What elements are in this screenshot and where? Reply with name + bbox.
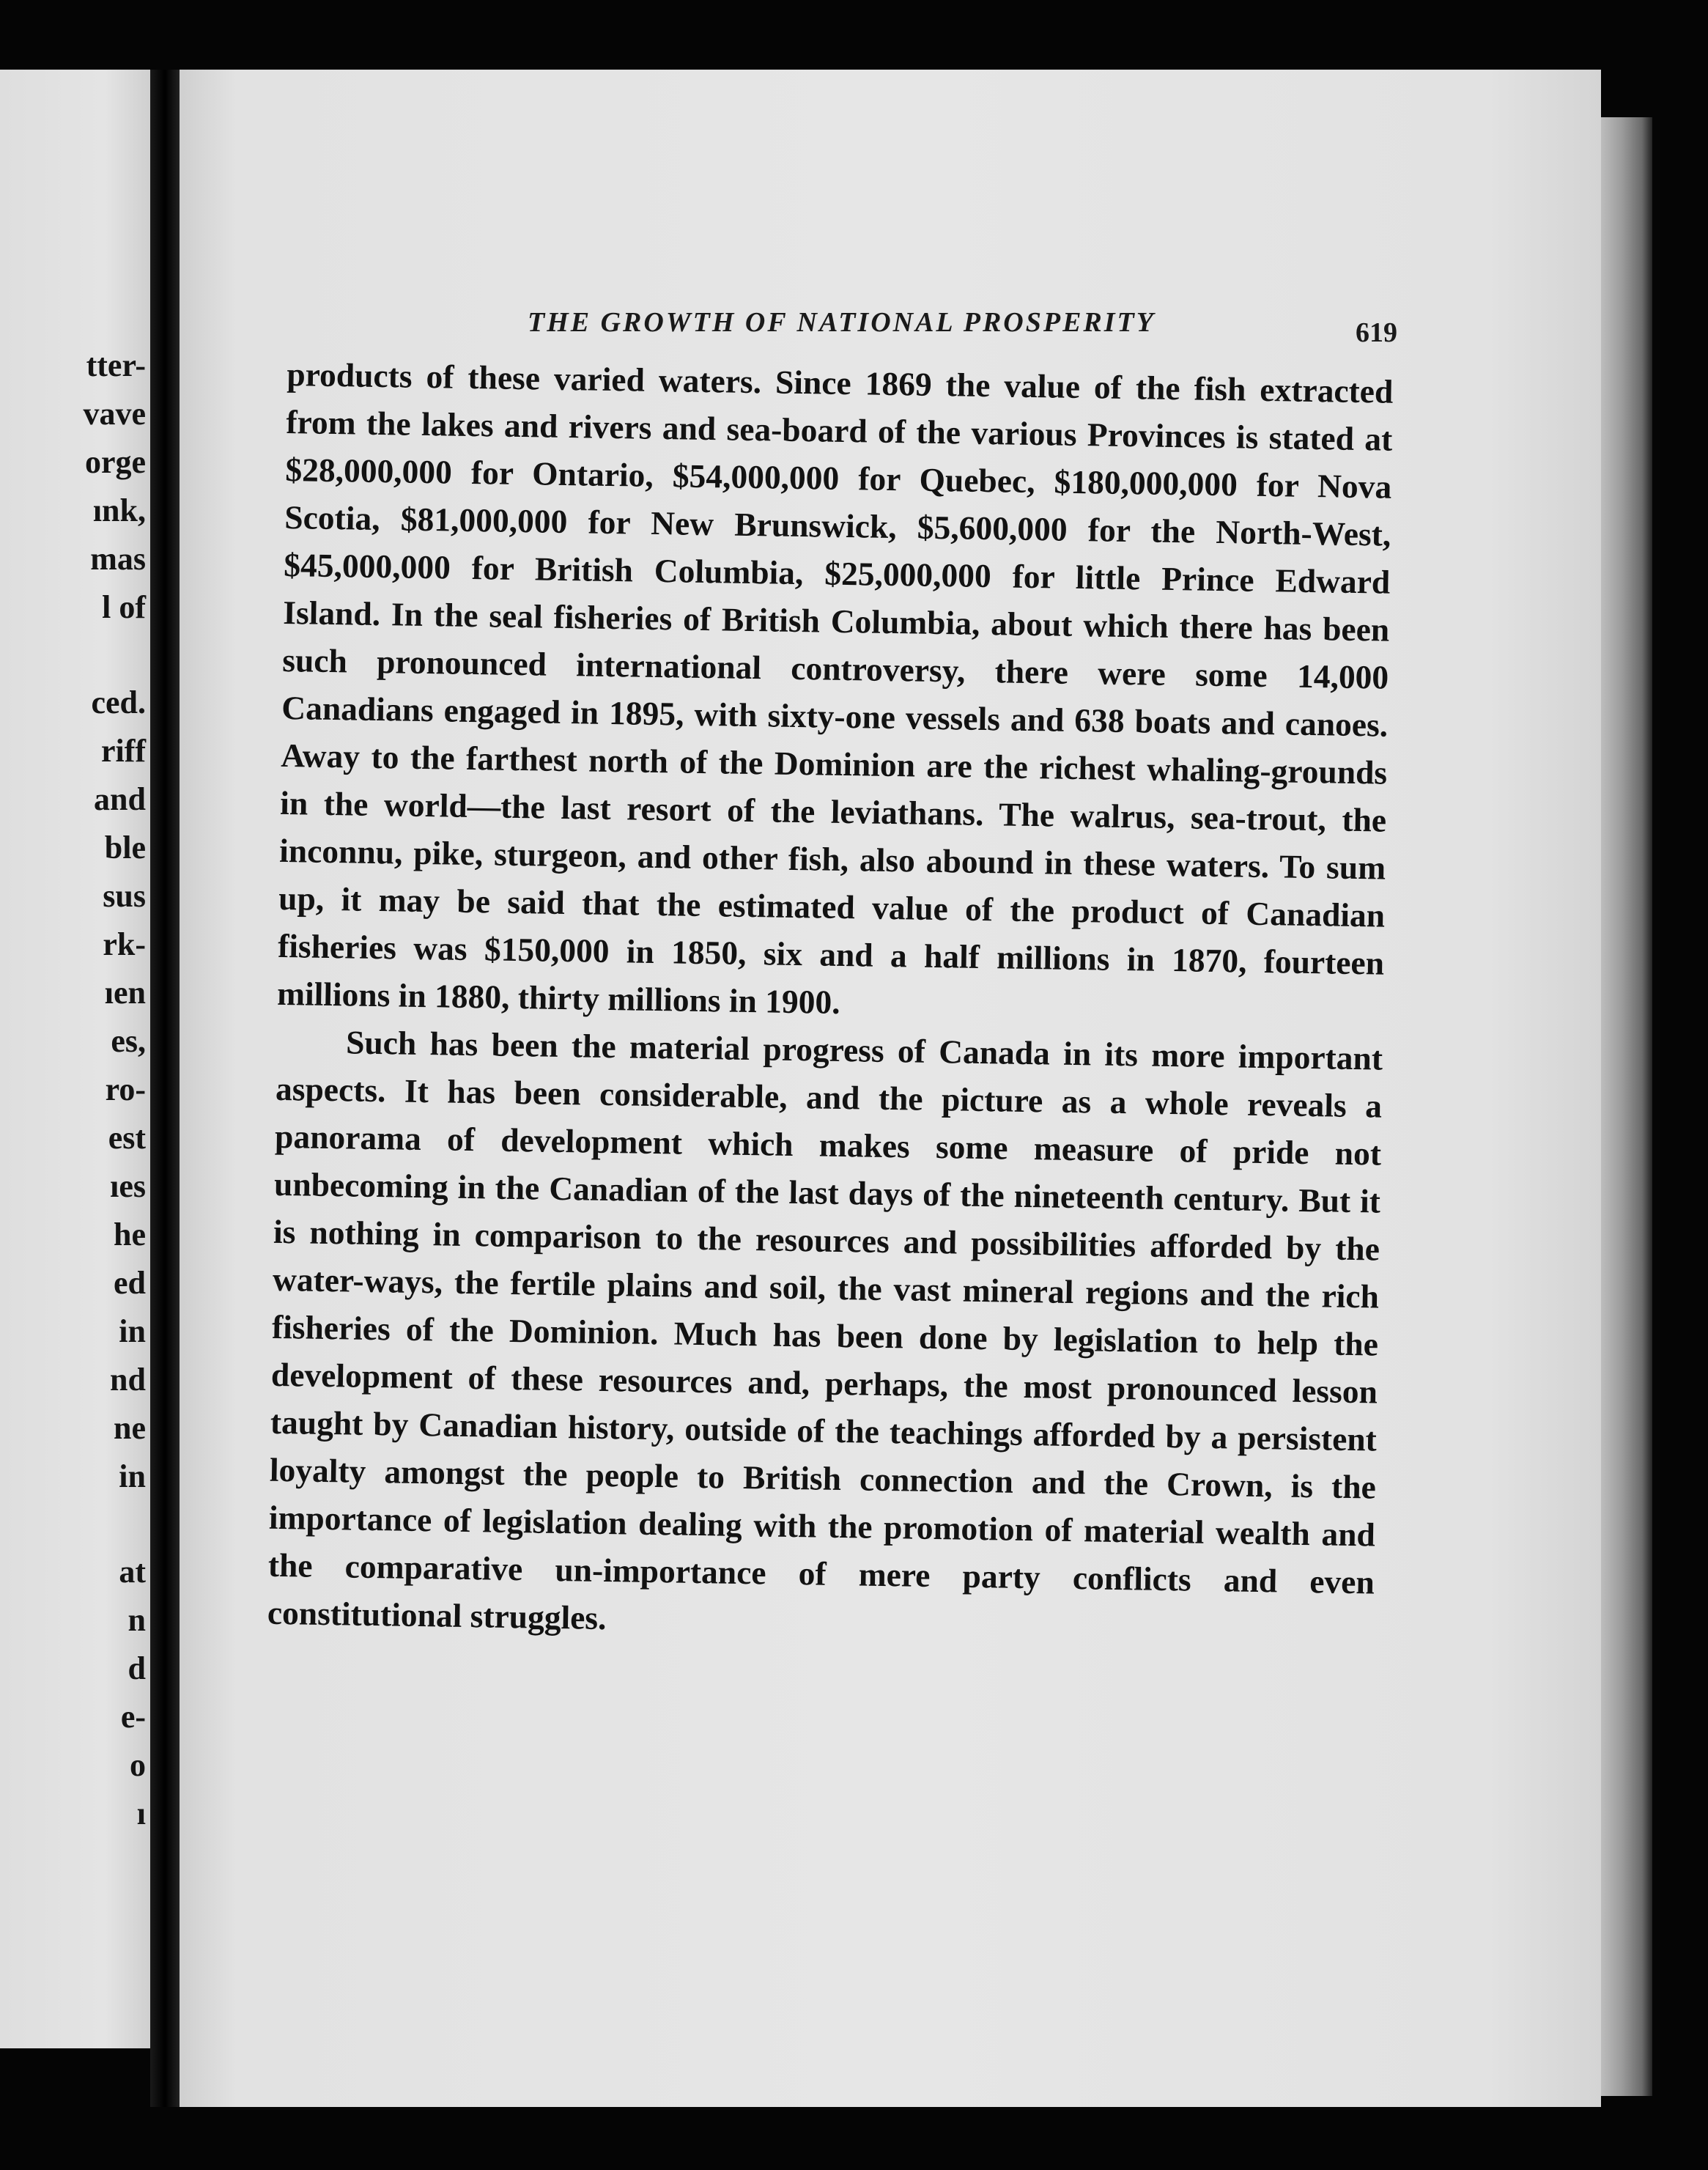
left-fragment: in xyxy=(119,1458,146,1494)
left-fragment: in xyxy=(119,1313,146,1349)
book-gutter xyxy=(150,70,180,2107)
left-fragment: ced. xyxy=(91,684,146,720)
left-fragment: ınk, xyxy=(92,492,146,528)
left-fragment: ıen xyxy=(104,975,146,1011)
paragraph: products of these varied waters. Since 1869 the value of the fish extracted from the lakes and rivers and sea-board of the various Provinces is stated at $28,000,000 for Ontario, $54,000,000 for Quebec, $180,000,000 for Nova Scotia, $81,000,000 for New Brunswick, $5,600,000 for the North-West, $45,000,000 for British Columbia, $25,000,000 for little Prince Edward Island. In the seal fisheries of British Columbia, about which there has been such pronounced international controversy, there were some 14,000 Canadians engaged in 1895, with sixty-one vessels and 638 boats and canoes. Away to the farthest north of the Dominion are the richest whaling-grounds in the world—the last resort of the leviathans. The walrus, sea-trout, the inconnu, pike, sturgeon, and other fish, also abound in these waters. To sum up, it may be said that the estimated value of the product of Canadian fisheries was $150,000 in 1850, six and a half millions in 1870, fourteen millions in 1880, thirty millions in 1900. xyxy=(276,355,1394,1021)
left-fragment: ı xyxy=(136,1796,146,1831)
left-fragment: he xyxy=(114,1217,146,1252)
left-fragment: l of xyxy=(102,589,146,625)
left-fragment: o xyxy=(130,1747,146,1783)
left-fragment: est xyxy=(108,1120,146,1156)
left-fragment: riff xyxy=(100,733,146,769)
left-fragment: nd xyxy=(110,1362,146,1398)
left-fragment: n xyxy=(127,1602,146,1638)
page-number: 619 xyxy=(1356,317,1397,348)
left-fragment: ıes xyxy=(110,1168,146,1204)
left-fragment: at xyxy=(119,1554,146,1590)
left-fragment: tter- xyxy=(86,347,146,383)
running-title: THE GROWTH OF NATIONAL PROSPERITY xyxy=(528,307,1156,338)
left-fragment: sus xyxy=(103,878,146,914)
left-fragment: vave xyxy=(83,396,146,432)
page-edge-shadow xyxy=(1601,117,1652,2096)
body-text xyxy=(267,350,1393,1654)
left-fragment: d xyxy=(127,1650,146,1686)
left-fragment: orge xyxy=(84,444,146,480)
left-fragment: ne xyxy=(114,1410,146,1446)
left-fragment: mas xyxy=(90,541,146,577)
left-fragment: e- xyxy=(120,1699,146,1735)
left-fragment: ro- xyxy=(105,1071,146,1107)
left-fragment: ble xyxy=(104,830,146,866)
left-fragment: rk- xyxy=(103,926,146,962)
previous-page-edge xyxy=(0,70,150,2048)
paragraph: Such has been the material progress of Canada in its more important aspects. It has been considerable, and the picture as a whole reveals a panorama of development which makes some measure of pride not unbecoming in the Canadian of the last days of the nineteenth century. But it is nothing in comparison to the resources and possibilities afforded by the water-ways, the fertile plains and soil, the vast mineral regions and the rich fisheries of the Dominion. Much has been done by legislation to help the development of these resources and, perhaps, the most pronounced lesson taught by Canadian history, outside of the teachings afforded by a persistent loyalty amongst the people to British connection and the Crown, is the importance of legislation dealing with the promotion of material wealth and the comparative un-importance of mere party conflicts and even constitutional struggles. xyxy=(267,1023,1383,1637)
left-fragment: ed xyxy=(114,1265,146,1301)
left-fragment: and xyxy=(94,781,146,817)
left-fragment: es, xyxy=(111,1023,146,1059)
